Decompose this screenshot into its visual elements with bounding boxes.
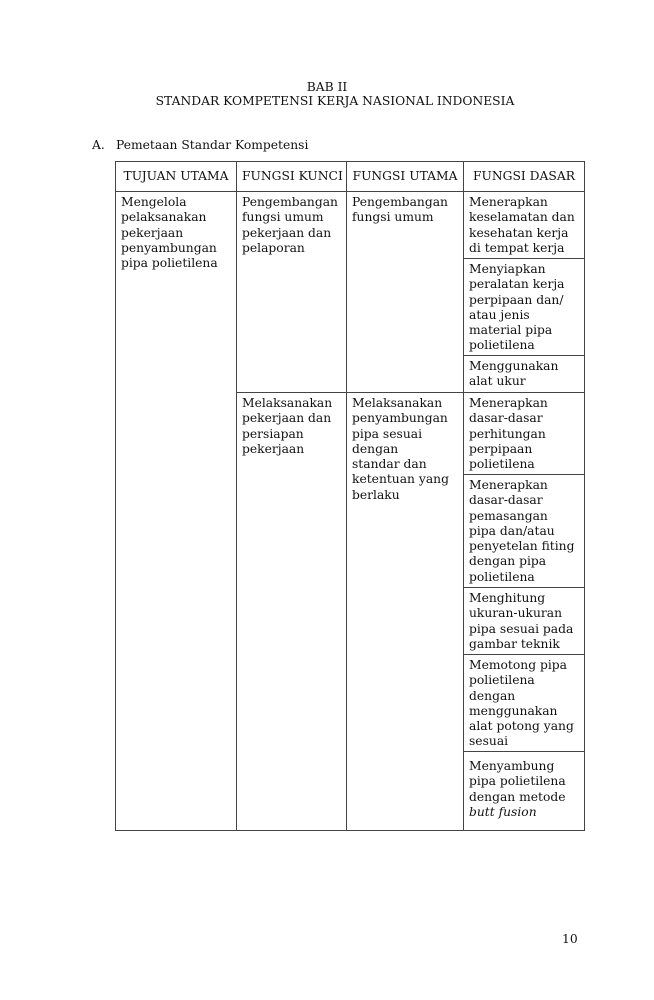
fungsi-dasar-cell: Menggunakan alat ukur: [463, 355, 585, 393]
fungsi-dasar-cell: Menyiapkan peralatan kerja perpipaan dan/ atau jenis material pipa polietilena: [463, 258, 585, 356]
fungsi-dasar-cell: [463, 751, 585, 831]
fungsi-kunci-cell: Pengembangan fungsi umum pekerjaan dan pelaporan: [236, 191, 347, 393]
fungsi-dasar-cell: Menerapkan keselamatan dan kesehatan kerja di tempat kerja: [463, 191, 585, 259]
header-fungsi-utama: FUNGSI UTAMA: [346, 161, 464, 192]
fungsi-dasar-cell: Menerapkan dasar-dasar perhitungan perpipaan polietilena: [463, 392, 585, 475]
section-title: Pemetaan Standar Kompetensi: [116, 138, 309, 152]
fungsi-kunci-cell: Melaksanakan pekerjaan dan persiapan pekerjaan: [236, 392, 347, 831]
fungsi-utama-cell: Melaksanakan penyambungan pipa sesuai dengan standar dan ketentuan yang berlaku: [346, 392, 464, 831]
section-marker: A.: [92, 138, 105, 152]
fungsi-dasar-cell: Memotong pipa polietilena dengan menggunakan alat potong yang sesuai: [463, 654, 585, 752]
fungsi-dasar-italic-term: butt fusion: [469, 804, 537, 819]
header-fungsi-dasar: FUNGSI DASAR: [463, 161, 585, 192]
fungsi-dasar-text: Menyambung pipa polietilena dengan metode: [469, 759, 566, 804]
page-number: 10: [562, 932, 578, 946]
tujuan-utama-cell: Mengelola pelaksanakan pekerjaan penyambungan pipa polietilena: [115, 191, 237, 831]
fungsi-dasar-cell: Menghitung ukuran-ukuran pipa sesuai pada gambar teknik: [463, 587, 585, 655]
header-fungsi-kunci: FUNGSI KUNCI: [236, 161, 347, 192]
chapter-label: BAB II: [306, 80, 348, 94]
fungsi-utama-cell: Pengembangan fungsi umum: [346, 191, 464, 393]
fungsi-dasar-cell: Menerapkan dasar-dasar pemasangan pipa dan/atau penyetelan fiting dengan pipa polietilena: [463, 474, 585, 588]
header-tujuan-utama: TUJUAN UTAMA: [115, 161, 237, 192]
chapter-title: STANDAR KOMPETENSI KERJA NASIONAL INDONESIA: [155, 94, 515, 108]
